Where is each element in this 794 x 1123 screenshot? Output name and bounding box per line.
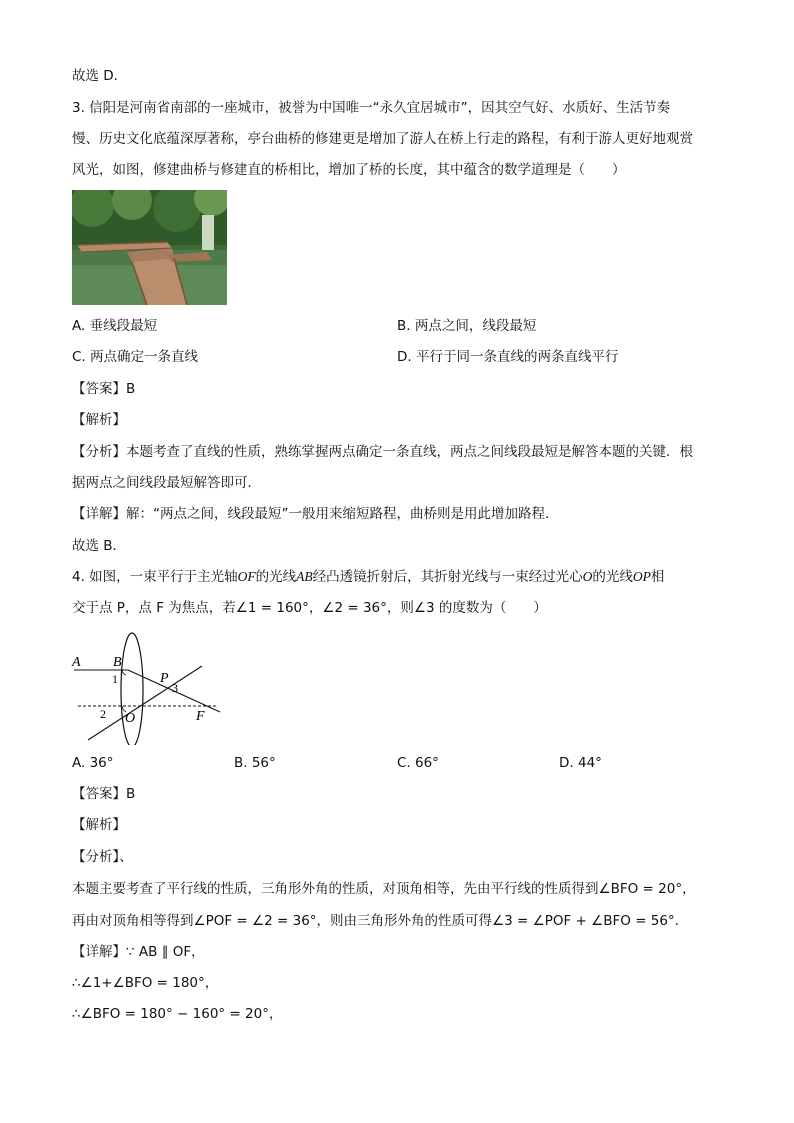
text-span: 的光线 [255, 569, 297, 585]
question-4-text [72, 567, 664, 587]
label-2: 2 [100, 707, 106, 721]
analysis-label: 【分析】、 [72, 849, 133, 865]
math-var: OP [632, 569, 651, 584]
text-span: 的光线 [592, 569, 633, 585]
detail-text: 【详解】∵ AB ∥ OF， [72, 944, 205, 960]
question-3-text: 3. 信阳是河南省南部的一座城市，被誉为中国唯一“永久宜居城市”，因其空气好、水质好、生活节奏 [72, 100, 671, 116]
math-var: AB [296, 569, 313, 584]
conclusion-text: 故选 B． [72, 538, 127, 554]
text-span: 经凸透镜折射后，其折射光线与一束经过光心 [312, 569, 583, 585]
answer-label: 【答案】B [72, 786, 136, 802]
label-B: B [113, 655, 122, 670]
math-var: O [582, 569, 593, 584]
analysis-label: 【解析】 [72, 412, 126, 428]
analysis-label: 【解析】 [72, 817, 126, 833]
question-3-text: 慢、历史文化底蕴深厚著称，亭台曲桥的修建更是增加了游人在桥上行走的路程，有利于游人更好地观赏 [72, 131, 693, 147]
label-O: O [125, 711, 136, 726]
answer-label: 【答案】B [72, 381, 136, 397]
analysis-text: 再由对顶角相等得到∠POF = ∠2 = 36°，则由三角形外角的性质可得∠3 = ∠POF + ∠BFO = 56°． [72, 913, 689, 929]
label-F: F [196, 709, 205, 724]
option-a: A. 垂线段最短 [72, 318, 158, 334]
step-text: ∴∠BFO = 180° − 160° = 20°， [72, 1006, 283, 1022]
text-span: 4. 如图，一束平行于主光轴 [72, 569, 238, 585]
question-3-text: 风光，如图，修建曲桥与修建直的桥相比，增加了桥的长度，其中蕴含的数学道理是（ ） [72, 162, 626, 178]
option-c: C. 两点确定一条直线 [72, 349, 199, 365]
question-4-text: 交于点 P，点 F 为焦点，若∠1 = 160°，∠2 = 36°，则∠3 的度数为（ ） [72, 600, 547, 616]
option-d: D. 44° [559, 755, 602, 771]
analysis-text: 据两点之间线段最短解答即可． [72, 475, 261, 491]
lens-diagram [70, 630, 230, 749]
step-text: ∴∠1+∠BFO = 180°， [72, 975, 219, 991]
option-b: B. 两点之间，线段最短 [397, 318, 537, 334]
label-3: 3 [172, 681, 178, 695]
label-1: 1 [112, 672, 118, 686]
math-var: OF [237, 569, 256, 584]
label-A: A [72, 655, 81, 670]
text-span: 相 [650, 569, 665, 585]
detail-text: 【详解】解：“两点之间，线段最短”一般用来缩短路程，曲桥则是用此增加路程． [72, 506, 559, 522]
option-b: B. 56° [234, 755, 276, 771]
bridge-photo [72, 190, 227, 305]
option-a: A. 36° [72, 755, 114, 771]
text-line: 故选 D． [72, 68, 128, 84]
analysis-text: 【分析】本题考查了直线的性质，熟练掌握两点确定一条直线，两点之间线段最短是解答本题的关键．根 [72, 444, 693, 460]
option-c: C. 66° [397, 755, 439, 771]
analysis-text: 本题主要考查了平行线的性质，三角形外角的性质，对顶角相等，先由平行线的性质得到∠BFO = 20°， [72, 881, 696, 897]
option-d: D. 平行于同一条直线的两条直线平行 [397, 349, 619, 365]
label-P: P [160, 671, 169, 686]
